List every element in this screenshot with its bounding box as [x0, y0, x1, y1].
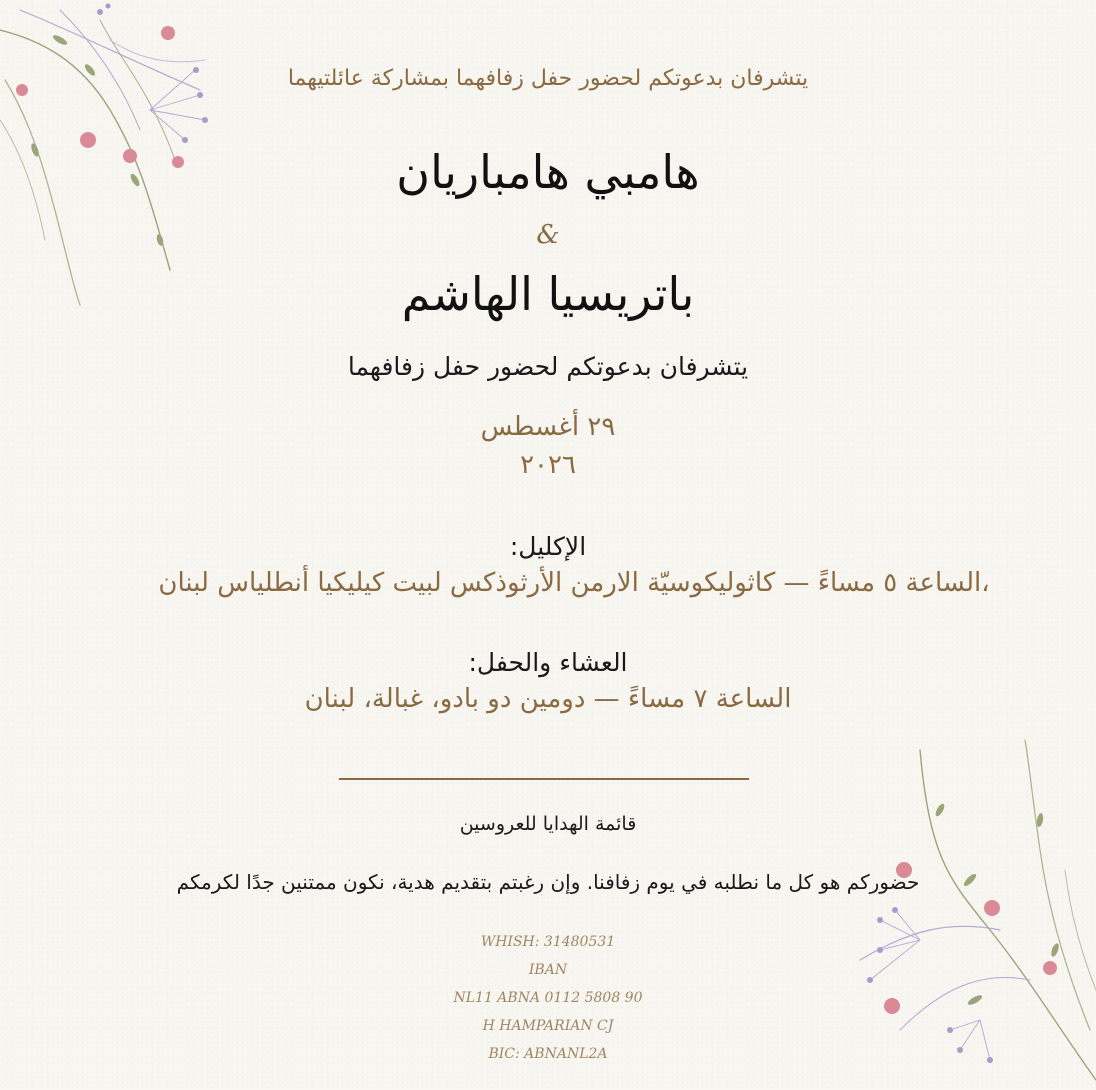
- bank-info-line: NL11 ABNA 0112 5808 90: [453, 990, 643, 1006]
- intro-line-top: يتشرفان بدعوتكم لحضور حفل زفافهما بمشاركة عائلتيهما: [287, 66, 809, 91]
- gift-registry-title: قائمة الهدايا للعروسين: [459, 813, 637, 835]
- ceremony-label: :الإكليل: [509, 532, 587, 561]
- reception-detail: الساعة ٧ مساءً — دومين دو بادو، غبالة، لبنان: [304, 684, 792, 714]
- gift-registry-note: حضوركم هو كل ما نطلبه في يوم زفافنا. وإن رغبتم بتقديم هدية، نكون ممتنين جدًا لكرمكم: [176, 870, 920, 894]
- bank-info-line: H HAMPARIAN CJ: [482, 1018, 614, 1034]
- floral-corner-bottom-right: [840, 730, 1096, 1090]
- bank-info-line: WHISH: 31480531: [480, 934, 616, 950]
- wedding-year: ٢٠٢٦: [520, 450, 576, 480]
- reception-label: :العشاء والحفل: [468, 648, 628, 677]
- section-divider: [339, 778, 749, 780]
- invite-line: يتشرفان بدعوتكم لحضور حفل زفافهما: [347, 352, 749, 381]
- ampersand: &: [536, 220, 560, 250]
- bank-info-line: BIC: ABNANL2A: [488, 1046, 608, 1062]
- bank-info-line: IBAN: [528, 962, 568, 978]
- groom-name: هامبي هامباريان: [396, 145, 700, 199]
- bride-name: باتريسيا الهاشم: [401, 267, 695, 321]
- ceremony-detail: الساعة ٥ مساءً — كاثوليكوسيّة الارمن الأرثوذكس لبيت كيليكيا أنطلياس لبنان،: [158, 568, 990, 598]
- wedding-date: ٢٩ أغسطس: [480, 412, 616, 442]
